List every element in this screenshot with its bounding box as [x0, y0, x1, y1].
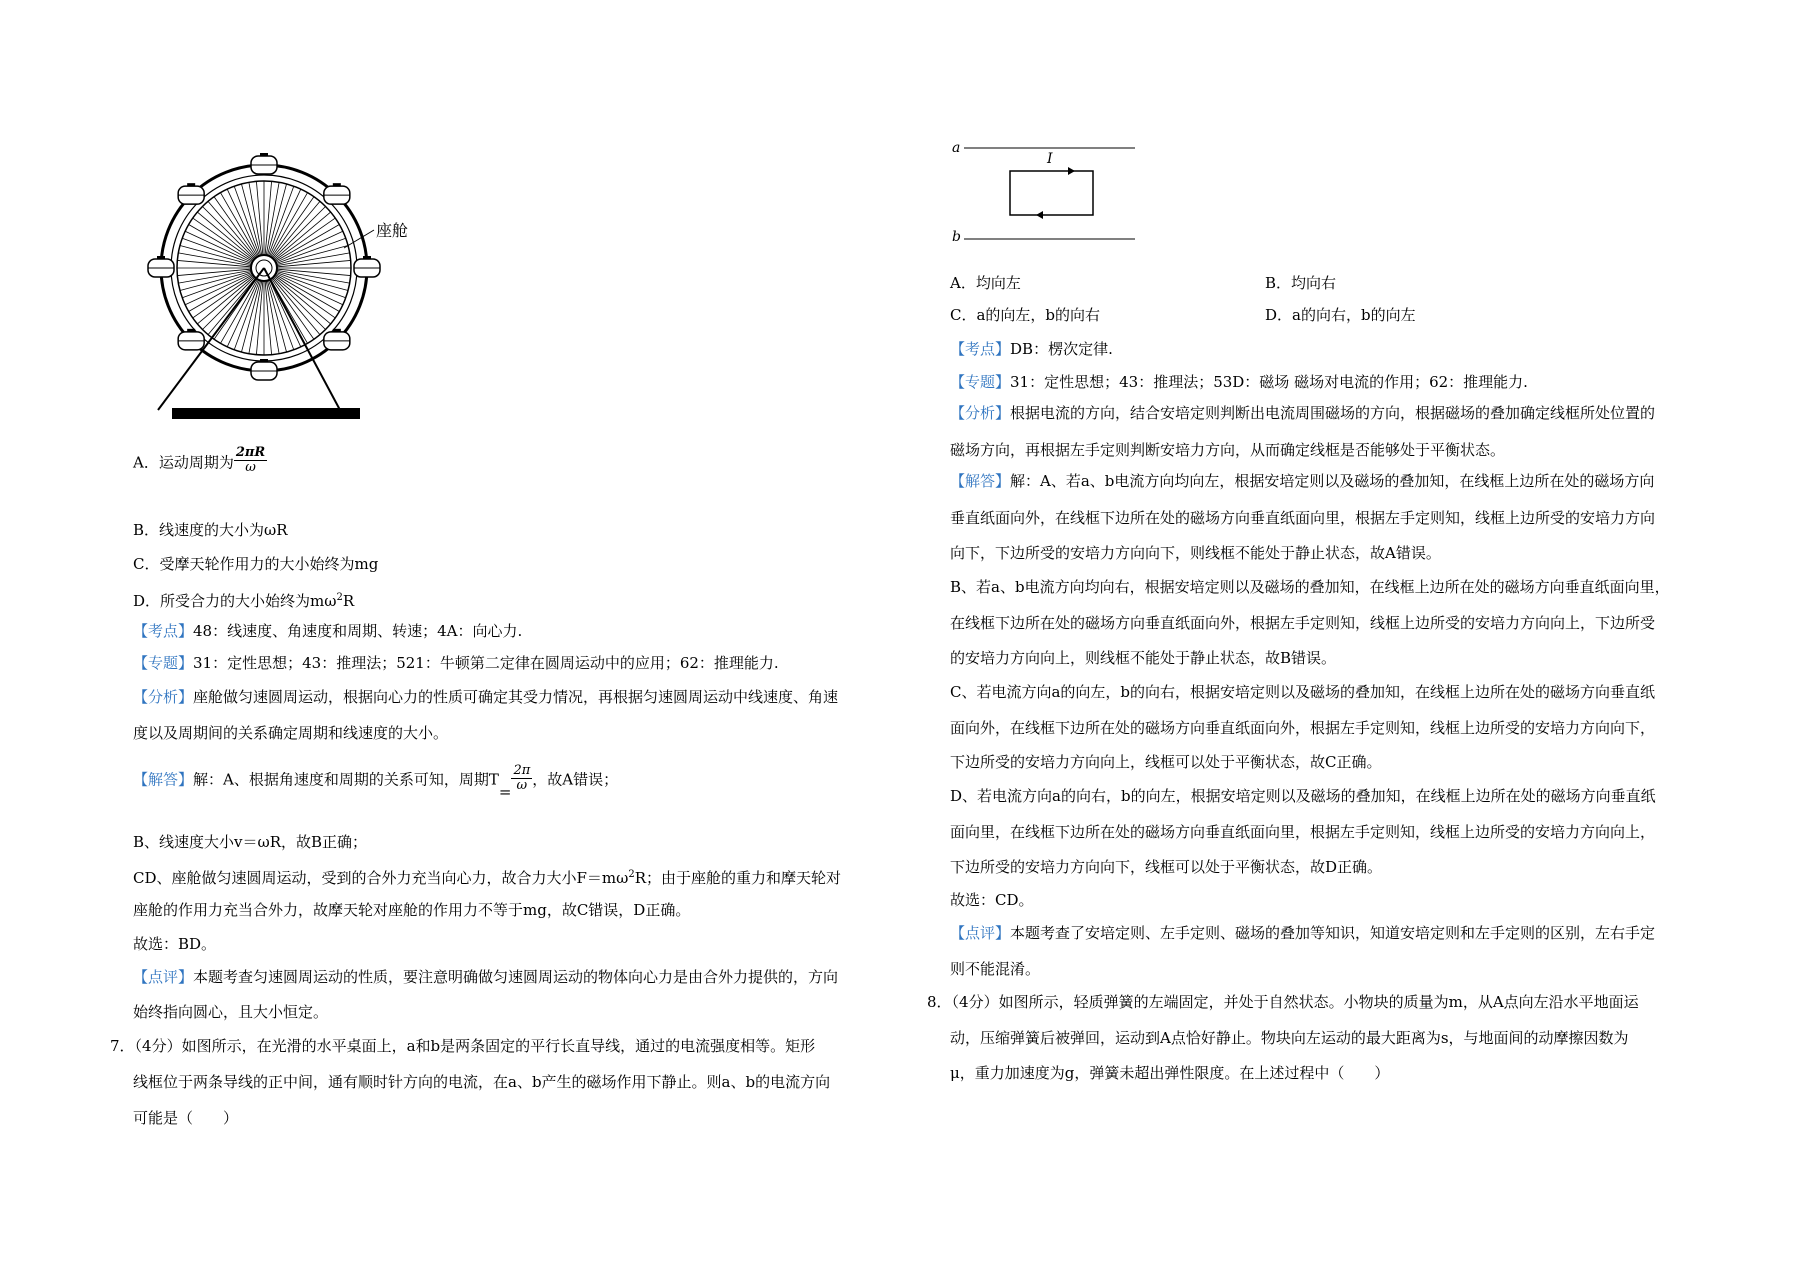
zhuanti-line: 【专题】31：定性思想；43：推理法；521：牛顿第二定律在圆周运动中的应用；62：推理能力.: [133, 654, 779, 672]
question-7-line-2: 线框位于两条导线的正中间，通有顺时针方向的电流，在a、b产生的磁场作用下静止。则a、b的电流方向: [133, 1073, 831, 1091]
jieda-line-12: 下边所受的安培力方向向下，线框可以处于平衡状态，故D正确。: [950, 858, 1383, 876]
jieda-line-3: CD、座舱做匀速圆周运动，受到的合外力充当向心力，故合力大小$F=m\omega^2R$；由于座舱的重力和摩天轮对: [133, 869, 842, 887]
kaodian-line: 【考点】DB：楞次定律.: [950, 340, 1113, 358]
fenxi-line-2: 度以及周期间的关系确定周期和线速度的大小。: [133, 724, 449, 742]
fenxi-line-1: 【分析】座舱做匀速圆周运动，根据向心力的性质可确定其受力情况，再根据匀速圆周运动中线速度、角速: [133, 688, 839, 706]
cabin: [354, 256, 380, 277]
spoke: [193, 275, 254, 318]
option-b: B．均向右: [1265, 274, 1337, 292]
current-label: I: [1047, 151, 1053, 167]
jieda-line-1: 【解答】解：A、若a、b电流方向均向左，根据安培定则以及磁场的叠加知，在线框上边所在处的磁场方向: [950, 472, 1655, 490]
jieda-line-7: C、若电流方向a的向左，b的向右，根据安培定则以及磁场的叠加知，在线框上边所在处的磁场方向垂直纸: [950, 683, 1656, 701]
spoke: [193, 218, 254, 261]
cabin-label: 座舱: [376, 221, 409, 240]
jieda-line-6: 的安培力方向向上，则线框不能处于静止状态，故B错误。: [950, 649, 1337, 667]
option-a: A．均向左: [950, 274, 1021, 292]
jieda-line-4: B、若a、b电流方向均向右，根据安培定则以及磁场的叠加知，在线框上边所在处的磁场方向垂直纸面向里，: [950, 578, 1670, 596]
rectangular-loop: [1010, 171, 1093, 215]
jieda-line-4: 座舱的作用力充当合外力，故摩天轮对座舱的作用力不等于mg，故C错误，D正确。: [133, 901, 691, 919]
jieda-line-1: 【解答】解：A、根据角速度和周期的关系可知，周期T= $\frac{2\pi}{\omega}$ ，故A错误；: [133, 763, 619, 801]
spoke: [271, 278, 314, 339]
cabin: [178, 329, 204, 350]
wheel-base: [172, 408, 360, 419]
jieda-line-2: 垂直纸面向外，在线框下边所在处的磁场方向垂直纸面向里，根据左手定则知，线框上边所受的安培力方向: [950, 509, 1656, 527]
jieda-line-3: 向下，下边所受的安培力方向向下，则线框不能处于静止状态，故A错误。: [950, 544, 1441, 562]
question-8-line-1: 8．（4分）如图所示，轻质弹簧的左端固定，并处于自然状态。小物块的质量为m，从A点向左沿水平地面运: [927, 993, 1639, 1011]
jieda-line-5: 故选：BD。: [133, 935, 217, 953]
wire-loop-figure: [950, 135, 1150, 250]
option-a-fraction: $\frac{2\pi R}{\omega}$: [235, 445, 266, 475]
cabin: [324, 183, 350, 204]
kaodian-tag: 【考点】: [950, 340, 1011, 358]
cabin: [148, 256, 174, 277]
dianping-tag: 【点评】: [950, 924, 1011, 942]
dianping-tag: 【点评】: [133, 968, 194, 986]
jieda-tag: 【解答】: [950, 472, 1011, 490]
question-7-line-1: 7．（4分）如图所示，在光滑的水平桌面上，a和b是两条固定的平行长直导线，通过的电流强度相等。矩形: [110, 1037, 816, 1055]
fenxi-line-2: 磁场方向，再根据左手定则判断安培力方向，从而确定线框是否能够处于平衡状态。: [950, 441, 1506, 459]
ferris-wheel-figure: [140, 140, 440, 425]
spoke: [271, 197, 314, 258]
label-leader-line: [344, 230, 374, 248]
wire-a-label: a: [952, 140, 961, 156]
bottom-current-arrow: [1036, 211, 1043, 219]
fenxi-tag: 【分析】: [133, 688, 194, 706]
wire-b-label: b: [952, 229, 961, 245]
jieda-line-5: 在线框下边所在处的磁场方向垂直纸面向外，根据左手定则知，线框上边所受的安培力方向向上，下边所受: [950, 614, 1656, 632]
question-7-line-3: 可能是（ ）: [133, 1109, 239, 1127]
zhuanti-tag: 【专题】: [950, 373, 1011, 391]
fenxi-line-1: 【分析】根据电流的方向，结合安培定则判断出电流周围磁场的方向，根据磁场的叠加确定线框所处位置的: [950, 404, 1656, 422]
option-d: D．所受合力的大小始终为$m\omega^2R$: [133, 592, 355, 610]
kaodian-line: 【考点】48：线速度、角速度和周期、转速；4A：向心力.: [133, 622, 523, 640]
spoke: [274, 275, 335, 318]
cabin: [251, 153, 277, 174]
cabin: [178, 183, 204, 204]
zhuanti-tag: 【专题】: [133, 654, 194, 672]
option-c: C．a的向左，b的向右: [950, 306, 1101, 324]
spoke: [274, 218, 335, 261]
jieda-line-8: 面向外，在线框下边所在处的磁场方向垂直纸面向外，根据左手定则知，线框上边所受的安培力方向向下，: [950, 719, 1656, 737]
period-fraction: $\frac{2\pi}{\omega}$: [513, 763, 531, 793]
jieda-line-10: D、若电流方向a的向右，b的向左，根据安培定则以及磁场的叠加知，在线框上边所在处的磁场方向垂直纸: [950, 787, 1656, 805]
question-8-line-2: 动，压缩弹簧后被弹回，运动到A点恰好静止。物块向左运动的最大距离为s，与地面间的动摩擦因数为: [950, 1029, 1629, 1047]
jieda-line-2: B、线速度大小v＝ωR，故B正确；: [133, 833, 368, 851]
dianping-line-1: 【点评】本题考查匀速圆周运动的性质，要注意明确做匀速圆周运动的物体向心力是由合外力提供的，方向: [133, 968, 839, 986]
jieda-tag: 【解答】: [133, 770, 194, 789]
option-d: D．a的向右，b的向左: [1265, 306, 1416, 324]
option-b: B．线速度的大小为ωR: [133, 521, 288, 539]
kaodian-tag: 【考点】: [133, 622, 194, 640]
dianping-line-1: 【点评】本题考查了安培定则、左手定则、磁场的叠加等知识，知道安培定则和左手定则的区别，左右手定: [950, 924, 1656, 942]
dianping-line-2: 则不能混淆。: [950, 960, 1041, 978]
dianping-line-2: 始终指向圆心，且大小恒定。: [133, 1003, 329, 1021]
zhuanti-line: 【专题】31：定性思想；43：推理法；53D：磁场 磁场对电流的作用；62：推理能力.: [950, 373, 1528, 391]
jieda-line-11: 面向里，在线框下边所在处的磁场方向垂直纸面向里，根据左手定则知，线框上边所受的安培力方向向上，: [950, 823, 1656, 841]
option-a: A．运动周期为 $\frac{2\pi R}{\omega}$: [133, 445, 266, 475]
spoke: [214, 197, 257, 258]
jieda-line-9: 下边所受的安培力方向向上，线框可以处于平衡状态，故C正确。: [950, 753, 1382, 771]
question-8-line-3: μ，重力加速度为g，弹簧未超出弹性限度。在上述过程中（ ）: [950, 1064, 1390, 1082]
cabin: [251, 359, 277, 380]
option-c: C．受摩天轮作用力的大小始终为mg: [133, 555, 379, 573]
top-current-arrow: [1068, 167, 1075, 175]
cabin: [324, 329, 350, 350]
jieda-line-13: 故选：CD。: [950, 891, 1034, 909]
fenxi-tag: 【分析】: [950, 404, 1011, 422]
